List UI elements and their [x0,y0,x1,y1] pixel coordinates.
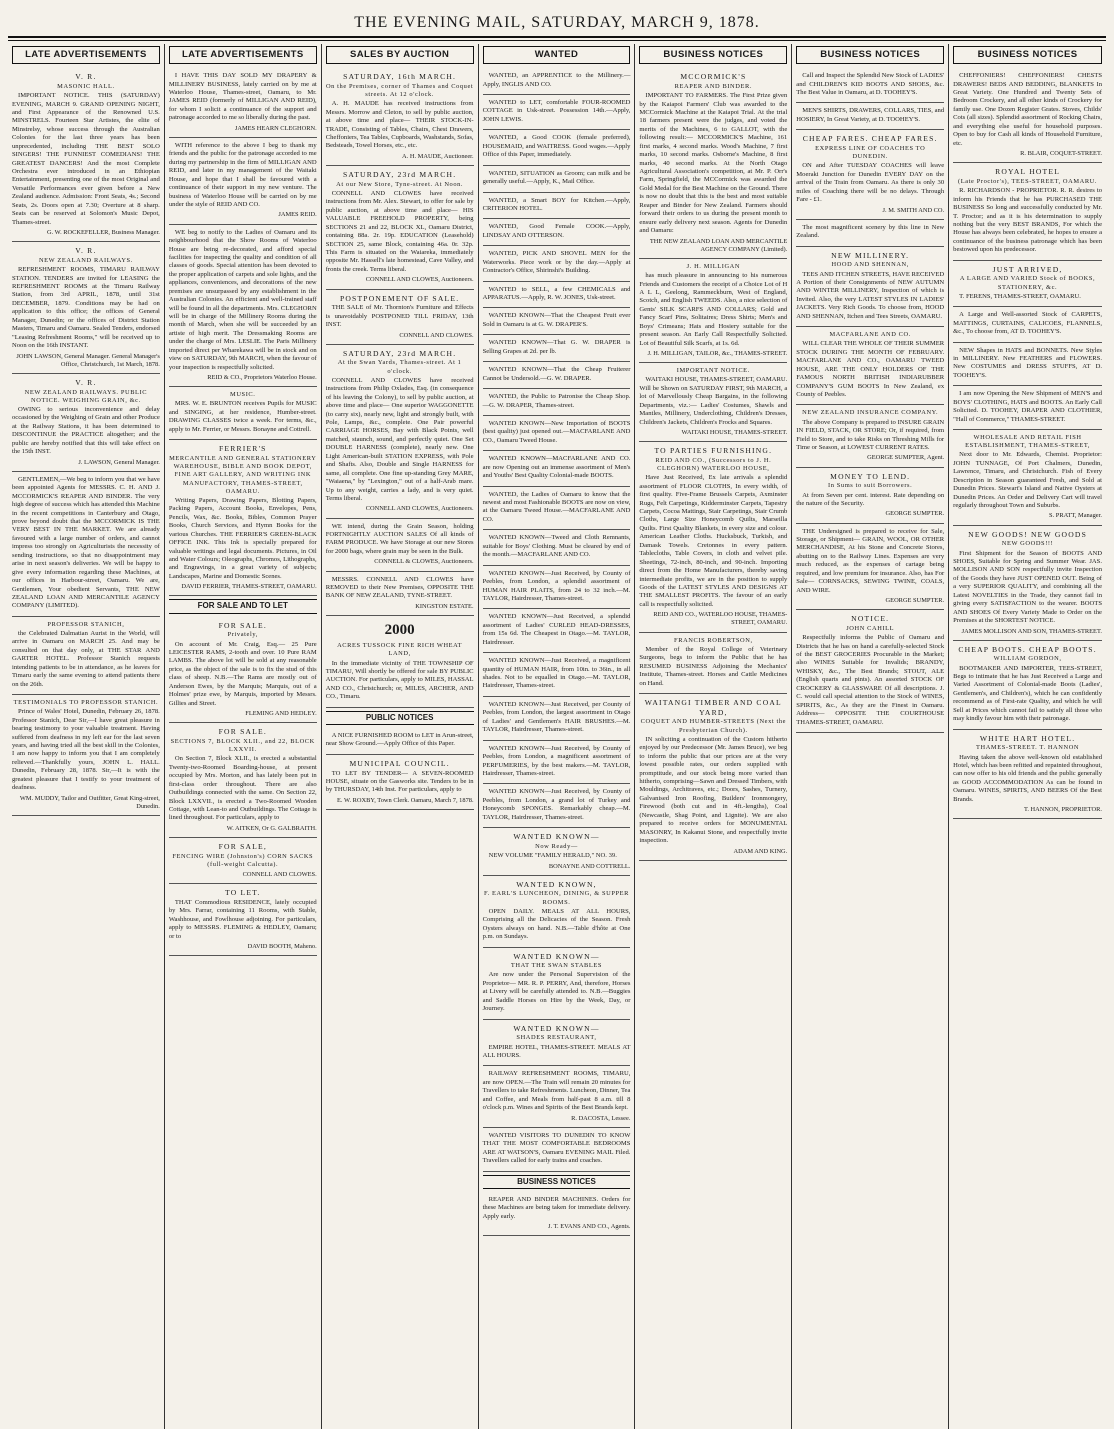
ad-body: Writing Papers, Drawing Papers, Blotting Papers, Packing Papers, Account Books, Envelopes, Pens, Pencils, Wax, &c. Books, Bibles, Common Prayer Books, Church Services, and Hymn Books for the various Churches. THE FERRIER'S GREEN-BLACK OFFICE INK. This Ink is specially prepared for valuable writings and legal documents. Pictures, in Oil and Water Colours; Oleographs, Chromos, Lithographs, and Engravings, in a great variety of subjects; Landscapes, Marine and Domestic Scenes. [168,496,317,580]
ad-signature: CONNELL & CLOWES, Auctioneers. [374,558,474,566]
ad-body: At from Seven per cent. interest. Rate depending on the nature of the Security. [796,491,945,507]
ad-signature: J. LAWSON, General Manager. [78,458,160,466]
ad-signature: CONNELL AND CLOWES, Auctioneers. [365,276,474,284]
ad-body: Prince of Wales' Hotel, Dunedin, February 26, 1878. Professor Stanich, Dear Sir,—I have great pleasure in bearing testimony to your valuable treatment. Having suffered from deafness in my left ear for the last seven years, and having tried all the best skill in the Colonies, I am now happy to inform you that I am completely relieved.—Thankfully yours, JOHN L. HALL. Dunedin, February 28, 1878. Sir,—It is with the greatest pleasure that I testify to your treatment of deafness. [12,708,160,792]
ad-subtitle: On the Premises, corner of Thames and Coquet streets. At 12 o'clock. [325,82,474,99]
advertisement [169,884,317,956]
ad-signature: T. HANNON, PROPRIETOR. [1023,806,1102,814]
advertisement [483,1066,631,1127]
advertisement [953,526,1102,641]
ad-signature: JAMES REID. [278,211,317,219]
advertisement [326,572,474,617]
advertisement [483,282,631,309]
advertisement [796,468,944,524]
advertisement [483,308,631,335]
ad-title: TO PARTIES FURNISHING. [654,446,773,456]
ad-title: CHEAP FARES. CHEAP FARES. [802,134,938,144]
masthead-title: THE EVENING MAIL, SATURDAY, MARCH 9, 1878. [354,14,760,31]
ad-body: WANTED KNOWN—Tweed and Cloth Remnants, suitable for Boys' Clothing. Must be cleared by end of the month.—MACFARLANE AND CO. [482,534,631,559]
advertisement [12,242,160,374]
advertisement [796,103,944,130]
column-3 [322,44,479,1429]
advertisement [483,68,631,95]
advertisement [953,641,1102,730]
ad-signature: G. W. ROCKEFELLER, Business Manager. [46,229,160,237]
ad-signature: A. H. MAUDE, Auctioneer. [402,152,474,160]
ad-signature: JAMES HEARN CLEGHORN. [234,124,317,132]
ad-body: CONNELL AND CLOWES have received instructions from Philip Oxlades, Esq. (in consequence of his leaving the Colony), to sell by public auction, at above time and place— One superior WAGGONETTE (to carry six), nearly new, light and strongly built, with Pole, Lamps, &c., complete. One Pair powerful CARRIAGE HORSES, Bay with Black Points, well matched, staunch, sound, and perfectly quiet. One Set DOUBLE HARNESS (complete), nearly new. One Light American-built STATION EXPRESS, with Pole and Shafts. Also, Double and Single HARNESS for same, all complete. One fine up-standing Grey MARE, "Waiaena," by "Lexington," out of a half-Arab mare. Up to any weight, carries a lady, and is very quiet. Terms liberal. [325,376,474,502]
ad-subtitle: (Late Proctor's), TEES-STREET, OAMARU. [958,178,1098,185]
ad-title: WANTED KNOWN, [516,879,597,889]
ad-body: OWING to serious inconvenience and delay occasioned by the Weighing of Grain and other Produce at the Railway Stations, it has been determined to DISCONTINUE the PRACTICE altogether; and the public are hereby notified that this will take effect on the 15th INST. [12,406,160,456]
ad-signature: S. PRATT, Manager. [1049,512,1102,520]
ad-title: TO LET. [225,888,261,898]
ad-subtitle: PROFESSOR STANICH, [47,620,125,628]
ad-body: THE SALE of Mr. Thornton's Furniture and Effects is unavoidably POSTPONED TILL FRIDAY, 13th INST. [325,304,474,329]
ad-subtitle: WHOLESALE AND RETAIL FISH ESTABLISHMENT, THAMES-STREET, [965,434,1091,450]
advertisement [483,741,631,785]
advertisement [326,519,474,572]
section-heading: BUSINESS NOTICES [483,1175,631,1189]
ad-body: T. FERENS, THAMES-STREET, OAMARU. [959,292,1081,300]
ad-body: IMPORTANT NOTICE. THIS (SATURDAY) EVENING, MARCH 9. GRAND OPENING NIGHT, and First Appearance of the Renowned U.S. MINSTRELS. Fourteen Star Artistes, the elite of Minstrelsy, whose success through the Australian Colonies for the last three years has been unprecedented, including THE BEST SOLO SINGERS! THE FUNNIEST COMEDIANS! THE GREATEST DANCERS! And the most Complete Orchestra ever introduced in an Ethiopian Entertainment, presenting one of the most Original and Versatile Performances ever given before a New Zealand audience. Admission: Front Seats, 4s.; Second Seats, 2s. Doors open at 7.30; Overture at 8 sharp. Seats can be reserved at Solomon's Music Depot, Thames-street. [12,92,160,226]
column-6 [792,44,949,1429]
section-heading: PUBLIC NOTICES [326,711,474,725]
ad-subtitle: NEW ZEALAND RAILWAYS. [38,256,133,264]
ad-subtitle: At the Swan Yards, Thames-street. At 1 o'clock. [337,359,462,375]
ad-title: JUST ARRIVED, [992,264,1063,274]
ad-signature: BONAYNE AND COTTRELL. [548,862,631,870]
advertisement [639,68,787,259]
advertisement [326,728,474,755]
ad-body: WANTED KNOWN—Just Received, per County of Peebles, from London, the largest assortment in Otago of Ladies' and Gentlemen's HAIR BRUSHES.—M. TAYLOR, Hairdresser, Thames-street. [482,700,631,734]
ad-body: REFRESHMENT ROOMS, TIMARU RAILWAY STATION. TENDERS are invited for LEASING the REFRESHMENT ROOMS at the Timaru Railway Station, from 3rd APRIL, 1878, until 31st DECEMBER, 1879. Conditions may be had on application to this office; the offices of General Manager, Dunedin; or the offices of District Station Masters, Timaru and Oamaru. Sealed Tenders, endorsed "Leasing Refreshment Rooms," will be received up to Noon on the 16th INSTANT. [12,266,160,350]
ad-title: SATURDAY, 16th MARCH. [343,72,457,82]
column-heading: BUSINESS NOTICES [639,46,787,64]
ad-body: On Section 7, Block XLII., is erected a substantial Twenty-two-Roomed Boarding-house, at present occupied by Mrs. Morton, and has lately been put in first-class order throughout. There are also Outbuildings connected with the same. On Section 22, Block LXXVII., is erected a Two-Roomed Wooden Cottage, with Lean-to and Outbuildings. The Cottage is lined throughout. For particulars, apply to [168,755,317,822]
ad-subtitle: NEW GOODS!!! [1001,540,1054,548]
advertisement [326,345,474,519]
advertisement [483,828,631,876]
advertisement [796,327,944,405]
advertisement [483,948,631,1020]
ad-body: WE beg to notify to the Ladies of Oamaru and its neighbourhood that the Show Rooms of Waterloo House are being re-decorated, and afford special facilities for inspecting the quality and condition of all classes of goods. Special attention has been devoted to the proper application of carpets and sole lights, and the appliances, conveniences, and decorations of the new premises are unsurpassed by any establishment in the Australian Colonies. An efficient and well-trained staff will be found in all the departments. Mrs. CLEGHORN will be in charge of the Millinery Rooms during the month of March, when she will be succeeded by an artiste of high merit. The Dressmaking Rooms are under the charge of Mrs. LESLIE. The Paris Millinery imported direct per Wharekawa will be in stock and on view on SATURDAY, 9th MARCH, when the favour of your inspection is respectfully solicited. [168,228,317,371]
ad-body: WANTED KNOWN—Just Received, a magnificent quantity of HUMAN HAIR, from 10in. to 36in., in all shades. Not to be equalled in Otago.—M. TAYLOR, Hairdresser, Thames-street. [482,657,631,690]
advertisement [169,617,317,724]
ad-title: WANTED KNOWN— [513,1023,600,1033]
ad-subtitle: At our New Store, Tyne-street. At Noon. [336,180,464,188]
ad-subtitle: MASONIC HALL. [57,82,115,90]
advertisement [169,838,317,884]
advertisement [483,697,631,741]
advertisement [483,653,631,697]
ad-signature: R. BLAIR, COQUET-STREET. [1020,150,1102,158]
ad-body: WANTED KNOWN—Just Received, by County of Peebles, from London, a splendid assortment of HUMAN HAIR PLAITS, from 24 to 32 inch.—M. TAYLOR, Hairdresser, Thames-street. [482,569,631,602]
advertisement [483,609,631,653]
ad-body: In the immediate vicinity of THE TOWNSHIP OF TIMARU, Will shortly be offered for sale BY PUBLIC AUCTION. For particulars, apply to MILES, HASSAL AND CO., Christchurch; or, MILES, ARCHER, AND CO., Timaru. [325,659,474,701]
advertisement [483,566,631,610]
advertisement [639,363,787,442]
ad-signature: JAMES MOLLISON AND SON, THAMES-STREET. [961,627,1102,635]
ad-subtitle: JOHN CAHILL [846,624,895,632]
ad-title: WANTED KNOWN— [513,832,600,842]
ad-title: V. R. [75,72,97,82]
ad-signature: CONNELL AND CLOWES. [242,871,317,879]
advertisement [953,163,1102,260]
ad-body: WANTED, a Smart BOY for Kitchen.—Apply, CRITERION HOTEL. [482,196,631,212]
column-1 [8,44,165,1429]
ad-body: NEW Shapes in HATS and BONNETS. New Styles in MILLINERY. New FEATHERS and FLOWERS. New COSTUMES and DRESS STUFFS, AT D. TOOHEY'S. [953,346,1102,379]
ad-body: WANTED KNOWN—Just Received, by County of Peebles, from London, a grand lot of Turkey and Honeycomb SPONGES. Remarkably cheap.—M. TAYLOR, Hairdresser, Thames-street. [482,788,631,821]
advertisement [12,617,160,695]
advertisement [639,442,787,632]
ad-signature: R. DACOSTA, Lessee. [571,1114,631,1122]
ad-subtitle: Now Ready— [535,842,578,850]
ad-subtitle: FRANCIS ROBERTSON, [674,636,753,644]
ad-body: NEW VOLUME "FAMILY HERALD," NO. 39. [488,852,617,860]
ad-subtitle: MUSIC. [230,391,256,399]
ad-body: IMPORTANT TO FARMERS. The First Prize given by the Kaiapoi Farmers' Club was awarded to the MCCormick Machine at the Kaiapoi Trial. At the trial 18 farmers present were the judges, and voted the merits of the Machines, 6 to GALLOT, with the following result:— MCCORMICK'S Machine, 161 first marks, 4 second marks. Wood's Machine, 7 first marks, 10 second marks. Osborne's Machine, 8 first marks, 40 second marks. At the North Otago Agricultural Association's competition, at Mr. P. Orr's Farm, Springfield, the MCCormick was awarded the Gold Medal for the Best Machine on the Ground. There is now no doubt that this is the best and most suitable Reaper and Binder for New Zealand. Farmers should forward their orders to us during the present month to ensure early delivery next season. Agents for Dunedin and Oamaru: [639,92,788,235]
advertisement [483,530,631,565]
advertisement [12,695,160,816]
advertisement [483,784,631,828]
advertisement [169,723,317,838]
masthead-rule [8,36,1106,38]
ad-signature: DAVID FERRIER, THAMES-STREET, OAMARU. [181,583,317,591]
ad-body: I am now Opening the New Shipment of MEN'S and BOYS' CLOTHING, HATS and BOOTS. An Early Call Solicited. D. TOOHEY, DRAPER AND CLOTHIER, "Hall of Commerce," THAMES-STREET. [953,390,1102,423]
ad-title: NEW GOODS! NEW GOODS [968,529,1087,539]
ad-subtitle: REID AND CO., (Successors to J. H. CLEGHORN) WATERLOO HOUSE, [655,456,772,473]
column-heading: LATE ADVERTISEMENTS [169,46,317,64]
ad-title: SATURDAY, 23rd MARCH. [342,348,457,358]
ad-subtitle: NEW ZEALAND RAILWAYS. PUBLIC NOTICE. WEIGHING GRAIN, &c. [24,388,148,404]
ad-subtitle: NEW ZEALAND INSURANCE COMPANY. [802,409,939,417]
ad-signature: JOHN LAWSON, General Manager. General Manager's Office, Christchurch, 1st March, 1878. [16,352,160,368]
ad-title: SATURDAY, 23rd MARCH. [342,170,457,180]
ad-body: THE Undersigned is prepared to receive for Sale, Storage, or Shipment— GRAIN, WOOL, OR OTHER MERCHANDISE, At his Stone and Concrete Stores, abutting on to the Railway Lines. Expenses are very much reduced, as the expenses of cartage being required, and low premium for insurance. Also, has For Sale— CORNSACKS, SEWING TWINE, COALS, AND WIRE. [796,527,945,594]
advertisement [169,387,317,440]
advertisement [953,386,1102,430]
ad-body: Member of the Royal College of Veterinary Surgeons, begs to inform the Public that he has RESUMED BUSINESS Adjoining the Mechanics' Institute, Thames-street. Horses and Cattle Medicines on Hand. [639,645,788,687]
advertisement [953,261,1102,308]
ad-body: ON and After TUESDAY COACHES will leave Moeraki Junction for Dunedin EVERY DAY on the arrival of the Train from Oamaru. As there is only 30 miles of Coaching there will be no delays. Through Fare - £1. [796,162,945,204]
ad-body: EMPIRE HOTEL, THAMES-STREET. MEALS AT ALL HOURS. [482,1043,631,1059]
ad-title: V. R. [75,246,97,256]
advertisement [12,68,160,242]
ad-subtitle: THAMES-STREET. T. HANNON [975,744,1080,752]
ad-body: On account of Mr. Craig, Esq.— 25 Pure LEICESTER RAMS, 2-tooth and over. 10 Pure RAM LAMBS. The above lot will be sold at any reasonable price, as the object of the sale is to fix the stud of this class of sheep. N.B.—The Rams are mostly out of Anderson Ewes, by the Marquis; Marquis, out of a Holmes' prize ewe, by Marquis, imported by Messrs. Gillies and Street. [168,640,317,707]
ad-subtitle: TESTIMONIALS TO PROFESSOR STANICH. [13,699,159,707]
column-2 [165,44,322,1429]
ad-body: BOOTMAKER AND IMPORTER, TEES-STREET, Begs to intimate that he has Just Received a Large and Varied Assortment of Colonial-made Boots (Ladies', Gentlemen's, and Children's), which he can confidently recommend as of First-rate Quality, and which he will Sell at Prices which cannot fail to satisfy all those who may kindly favour him with their patronage. [953,664,1102,723]
ad-body: WITH reference to the above I beg to thank my friends and the public for the patronage accorded to me during my partnership in the firm of MILLIGAN AND REID, and later in my management of the Waitaki House, and hope that I shall be favoured with a continuance of their support in my new venture. The business of Waterloo House will be carried on by me under the style of REID AND CO. [168,141,317,209]
advertisement [639,259,787,363]
advertisement [953,730,1102,820]
advertisement [796,524,944,611]
ad-signature: WAITAKI HOUSE, THAMES-STREET. [681,429,788,436]
ad-body: CONNELL AND CLOWES have received instructions from Mr. Alex. Stewart, to offer for sale by public auction, at above time and place— HIS VALUABLE FREEHOLD PROPERTY, being SECTIONS 21 and 22, BLOCK XL, Oamaru District, containing 88a. 2r. 19p. EDUCATION (Leasehold) SECTION 25, same Block, containing 46a. 0r. 32p. This Farm is situated on the Waiareka, immediately opposite Mr. Hassell's late homestead, Cave Valley, and fronts the creek. Terms liberal. [325,189,474,273]
ad-body: WILL CLEAR THE WHOLE OF THEIR SUMMER STOCK DURING THE MONTH OF FEBRUARY. MACFARLANE AND CO., OAMARU TWEED HOUSE, ARE THE ONLY HOLDERS OF THE FAMOUS NORTH BRITISH INDIARUBBER COMPANY'S GUM BOOTS In New Zealand, ex County of Peebles. [796,340,945,399]
ad-title: FOR SALE. [218,620,267,630]
ad-body: Are now under the Personal Supervision of the Proprietor— MR. R. P. PERRY, And, therefore, Horses at Livery will be carefully attended to. N.B.—Buggies and Saddle Horses on Hire by the Week, Day, or Journey. [482,971,631,1013]
ad-title: CHEAP BOOTS. CHEAP BOOTS. [958,644,1097,654]
column-heading: BUSINESS NOTICES [953,46,1102,64]
ad-subtitle: Privately, [227,631,258,639]
ad-body: WANTED KNOWN—That G. W. DRAPER is Selling Grapes at 2d. per lb. [482,339,631,355]
ad-subtitle: HOOD AND SHENNAN, [831,261,909,269]
ad-signature: ADAM AND KING. [733,847,788,855]
ad-body: THAT Commodious RESIDENCE, lately occupied by Mrs. Farrar, containing 11 Rooms, with Stable, Washhouse, and Fowlhouse adjoining. For particulars, apply to MESSRS. FLEMING & HEDLEY, Oamaru; or to [168,899,317,940]
ad-title: ROYAL HOTEL [995,167,1061,177]
ad-signature: GEORGE SUMPTER. [885,510,945,518]
ad-body: WANTED, PICK AND SHOVEL MEN for the Waterworks. Piece work or by the day.—Apply at Contractor's Office, Shirinshi's Building. [482,250,631,275]
ad-subtitle: EXPRESS LINE OF COACHES TO DUNEDIN. [815,145,926,161]
ad-body: RAILWAY REFRESHMENT ROOMS, TIMARU, are now OPEN.—The Train will remain 20 minutes for Travellers to take Refreshments. Luncheon, Dinner, Tea and Coffee, and Meals from half-past 8 a.m. till 8 o'clock p.m. Wines and Spirits of the Best Brands kept. [482,1070,631,1112]
advertisement [483,416,631,451]
ad-body: REAPER AND BINDER MACHINES. Orders for these Machines are being taken for immediate delivery. Apply early. [482,1195,631,1220]
ad-signature: E. W. ROXBY, Town Clerk. Oamaru, March 7, 1878. [337,796,474,804]
ad-body: The above Company is prepared to INSURE GRAIN IN FIELD, STACK, OR STORE; Or, if required, from Field to Store, and to take Risks on Threshing Mills for Time or Season, at LOWEST CURRENT RATES. [796,418,945,451]
ad-body: MEN'S SHIRTS, DRAWERS, COLLARS, TIES, and HOSIERY, In Great Variety, at D. TOOHEY'S. [796,107,945,123]
ad-body: Having taken the above well-known old established Hotel, which has been refitted and repainted throughout, can now offer to his old friends and the public generally as GOOD ACCOMMODATION As can be found in Oamaru. WINES, SPIRITS, AND BEERS Of the Best Brands. [953,753,1103,803]
ad-body: WANTED, the Ladies of Oamaru to know that the newest and most Fashionable BOOTS are now on view, at the Oamaru Tweed House.—MACFARLANE AND CO. [482,490,631,523]
ad-body: WAITAKI HOUSE, THAMES-STREET, OAMARU. Will be Shown on SATURDAY FIRST, 9th MARCH, a lot of Marvellously Cheap Bargains, in the following Departments, viz.:— Ladies' Costumes, Shawls and Mantles, Millinery, Underclothing, Children's Dresses, Children's Jackets, Children's Frocks and Squares. [639,376,788,426]
ad-signature: J. T. EVANS AND CO., Agents. [548,1223,631,1231]
ad-body: The most magnificent scenery by this line in New Zealand. [796,223,945,240]
ad-body: I HAVE THIS DAY SOLD MY DRAPERY & MILLINERY BUSINESS, lately carried on by me at Waterloo House, Thames-street, Oamaru, to Mr. JAMES REID (formerly of MILLIGAN AND REID), for whom I solicit a continuance of the support and patronage accorded to me so liberally during the past. [168,72,317,122]
advertisement [483,193,631,220]
advertisement [483,130,631,165]
advertisement [483,451,631,486]
ad-subtitle: SHADES RESTAURANT, [516,1034,597,1042]
ad-subtitle: WILLIAM GORDON, [993,655,1062,663]
ad-body: WANTED, a Good COOK (female preferred), HOUSEMAID, and WAITRESS. Good wages.—Apply Office of this Paper, immediately. [482,134,631,159]
ad-signature: REID & CO., Proprietors Waterloo House. [207,374,317,382]
ad-title: V. R. [75,377,97,387]
ad-signature: DAVID BOOTH, Maheno. [247,943,317,951]
advertisement [483,246,631,281]
advertisement [483,166,631,193]
ad-body: WANTED KNOWN—That the Cheap Fruiterer Cannot be Undersold.—G. W. DRAPER. [482,366,631,382]
ad-subtitle: FENCING WIRE (Johnston's) CORN SACKS (full-weight Calcutta). [172,852,314,868]
ad-title: POSTPONEMENT OF SALE. [339,293,460,303]
ad-body: MRS. W. E. BRUNTON receives Pupils for MUSIC and SINGING, at her residence, Humber-street. DRAWING CLASSES twice a week. For terms, &c., apply to Mr. Ferrier, or Messrs. Bonayne and Cottrell. [168,400,317,433]
advertisement [639,633,787,694]
ad-title: FOR SALE. [218,727,267,737]
advertisement [639,694,787,861]
ad-subtitle: A LARGE AND VARIED Stock of BOOKS, STATIONERY, &c. [959,275,1096,291]
columns-container [8,44,1106,1429]
ad-title: MUNICIPAL COUNCIL. [349,758,450,768]
ad-signature: FLEMING AND HEDLEY. [245,710,317,718]
ad-body: Next door to Mr. Edwards, Chemist. Proprietor: JOHN TUNNAGE, Of Port Chalmers, Dunedin, Lawrence, Timaru, and Christchurch. Fish of Every Description in Season guaranteed Fresh, and Sold at Dunedin Prices. Stewart's Island and Native Oysters at Dunedin Prices. An Order and Delivery Cart will travel regularly throughout Town and Suburbs. [953,451,1102,510]
ad-body: Respectfully informs the Public of Oamaru and Districts that he has on hand a carefully-selected Stock of the BEST GROCERIES Procurable in the Market; also WINES Suitable for Invalids; BRANDY, WHISKY, &c., The Best Brands; STOUT, ALE (English quarts and pints). An assorted STOCK OF CROCKERY & GLASSWARE Of all descriptions. J. C. would call special attention to the Stock of WINES, SPIRITS, &c., As they are the Finest in Oamaru. Address— OPPOSITE THE COURTHOUSE THAMES-STREET, OAMARU. [796,634,945,726]
ad-title: NEW MILLINERY. [831,250,910,260]
ad-title: 2000 [384,622,415,639]
column-heading: SALES BY AUCTION [326,46,474,64]
ad-body: Call and Inspect the Splendid New Stock of LADIES' and CHILDREN'S KID BOOTS AND SHOES, &c. The Best Value in Oamaru, at D. TOOHEY'S. [796,72,945,97]
advertisement [326,755,474,810]
ad-body: MESSRS. CONNELL AND CLOWES have REMOVED to their New Premises, OPPOSITE THE BANK OF NEW ZEALAND, TYNE-STREET. [325,575,474,600]
ad-title: WANTED KNOWN— [513,951,600,961]
column-heading: LATE ADVERTISEMENTS [12,46,160,64]
ad-signature: REID AND CO., WATERLOO HOUSE, THAMES-STREET, OAMARU. [653,611,788,627]
advertisement [953,343,1102,387]
ad-body: WANTED KNOWN—That the Cheapest Fruit ever Sold in Oamaru is at G. W. DRAPER'S. [482,312,631,328]
ad-signature: GEORGE SUMPTER. [885,597,945,605]
advertisement [169,440,317,596]
advertisement [796,610,944,733]
ad-subtitle: F. EARL'S LUNCHEON, DINING, & SUPPER ROOMS. [483,890,630,906]
advertisement [483,1192,631,1237]
advertisement [326,166,474,289]
ad-body: WANTED VISITORS TO DUNEDIN TO KNOW THAT THE MOST COMFORTABLE BEDROOMS ARE AT WATSON'S, Oamaru EVENING MAIL Filed. Travellers called for early trains and coaches. [482,1131,631,1165]
ad-body: WE intend, during the Grain Season, holding FORTNIGHTLY AUCTION SALES Of all kinds of FARM PRODUCE. We have Storage at our new Stores for 2000 bags, where grain may be seen in the Bulk. [325,522,474,555]
ad-body: WANTED to LET, comfortable FOUR-ROOMED COTTAGE in Usk-street. Possession 14th.—Apply, JOHN LEWIS. [482,99,631,123]
advertisement [169,225,317,388]
ad-body: First Shipment for the Season of BOOTS AND SHOES, Suitable for Spring and Summer Wear. JAS. MOLLISON AND SON respectfully invite Inspection of the Goods they have JUST OPENED OUT. Being of a very SUPERIOR QUALITY, and combining all the Latest NOVELTIES in the Trade, they cannot fail in giving every SATISFACTION to the wearer. BOOTS AND SHOES Of Every Variety Made to Order on the Premises at the SHORTEST NOTICE. [953,549,1102,625]
column-5 [635,44,792,1429]
advertisement [796,247,944,328]
ad-title: FOR SALE, [218,842,267,852]
ad-subtitle: THAT THE SWAN STABLES [510,962,603,970]
ad-subtitle: MERCANTILE AND GENERAL STATIONERY WAREHOUSE, BIBLE AND BOOK DEPOT, FINE ART GALLERY, AND WRITING INK MANUFACTORY, THAMES-STREET, OAMARU. [169,454,317,495]
masthead-rule-thin [8,40,1106,41]
advertisement [483,1128,631,1172]
ad-signature: THE NEW ZEALAND LOAN AND MERCANTILE AGENCY COMPANY (Limited). [649,237,788,253]
ad-signature: CONNELL AND CLOWES. [399,331,474,339]
ad-body: WANTED KNOWN—MACFARLANE AND CO. are now Opening out an immense assortment of Men's and Youths' Best Quality Colonial-made BOOTS. [482,455,631,480]
advertisement [326,616,474,708]
ad-body: Have Just Received, Ex late arrivals a splendid assortment of FLOOR CLOTHS, In every width, of first quality. Five-Frame Brussels Carpets, Axminster Rugs, Felt Carpetings, Kidderminster Carpets, Tapestry Carpets, Cocoa Mattings, Stair Carpetings, Stair Crumb Cloths, Large Size Honeycomb Quilts, Marseilla Quilts. First Quality Blankets, in every size and colour. American Leather Cloths. Hucksbuck, Turkish, and Damask Towels. Cretonnes in every pattern. Tablecloths, Table Covers, in cloth and velvet pile. Sheetings, 72-inch, 80-inch, and 90-inch. Importing direct from the Home Manufacturers, thereby saving intermediate profits, we are in the position to supply Goods of the LATEST STYLES AND DESIGNS AT THE SMALLEST PROFITS. The favour of an early call is respectfully solicited. [639,474,788,608]
advertisement [483,219,631,246]
ad-subtitle: MACFARLANE AND CO. [829,331,911,339]
advertisement [796,220,944,247]
ad-signature: J. H. MILLIGAN, TAILOR, &c., THAMES-STREET. [647,350,788,357]
advertisement [953,307,1102,342]
ad-body: WANTED KNOWN—New Importation of BOOTS (best quality) just opened out.—MACFARLANE AND CO., Oamaru Tweed House. [482,419,631,444]
ad-signature: W. AITKEN, Or G. GALBRAITH. [226,824,317,832]
advertisement [169,138,317,225]
ad-body: CHEFFONIERS! CHEFFONIERS! CHESTS DRAWERS! BEDS AND BEDDING, BLANKETS In Great Variety. One Hundred and Twenty Sets of Bedroom Crockery, and all other kinds of Crockery for family use. One Dozen Register Grates. Stoves, Childs' Cots (all sizes). Splendid assortment of Rocking Chairs, and everything else useful for household purposes. Open to buy for Cash all kinds of Household Furniture, etc. [953,72,1102,147]
ad-body: GENTLEMEN,—We beg to inform you that we have been appointed Agents for MESSRS. C. H. AND J. MCCORMICK'S REAPER AND BINDER. The very high degree of success which has attended this Machine in the recent competitions in Canterbury and Otago, prove beyond doubt that the MCCORMICK IS THE VERY BEST IN THE MARKET. We are already favoured with a large number of orders, and cannot impress too strongly on Agriculturists the necessity of sending instructions, so that no disappointment may arise in next season's deliveries. We will be happy to give every information regarding these Machines, at our offices in Harbour-street, Oamaru. We are, Gentlemen, Your obedient Servants, THE NEW ZEALAND LOAN AND MERCANTILE AGENCY COMPANY (LIMITED). [12,475,160,610]
ad-body: OPEN DAILY. MEALS AT ALL HOURS, Comprising all the Delicacies of the Season. Fresh Oysters always on hand. N.B.—Table d'hôte at One p.m. on Sundays. [482,907,631,941]
ad-body: WANTED, SITUATION as Groom; can milk and be generally useful.—Apply, K., Mail Office. [482,169,631,186]
ad-body: TO LET BY TENDER— A SEVEN-ROOMED HOUSE, situate on the Gasworks site. Tenders to be in by THURSDAY, 14th Inst. For particulars, apply to [325,769,474,794]
ad-body: the Celebrated Dalmatian Aurist in the World, will arrive in Oamaru on MARCH 25. And may be consulted on that day only, at THE STAR AND GARTER HOTEL. Professor Stanich requests intending patients to be in attendance, as he leaves for Timaru early the same evening to attend patients there on the 26th. [12,630,160,688]
advertisement [169,68,317,138]
ad-body: IN soliciting a continuation of the Custom hitherto enjoyed by our Predecessor (Mr. James Bruce), we beg to inform the public that our prices are at the very lowest possible rates, our orders supplied with promptitude, and our stock being more varied than hitherto, comprising—Sawn and Dressed Timbers, with Mouldings, Architraves, etc.; Doors, Sashes, Turnery, Galvanised Iron Roofing, Builders' Ironmongery, Firewood (both cut and in 4ft.-lengths), Coal (Newcastle, Shag Point, and Lignite). We are also prepared to receive orders for MONUMENTAL MASONRY, In Kakanui Stone, and respectfully invite inspection. [639,735,788,845]
advertisement [953,430,1102,526]
ad-subtitle: REAPER AND BINDER. [674,82,753,90]
ad-title: FERRIER'S [218,444,267,454]
ad-signature: KINGSTON ESTATE. [415,602,474,610]
column-heading: WANTED [483,46,631,64]
column-4 [479,44,636,1429]
advertisement [796,405,944,467]
advertisement [326,68,474,166]
ad-body: A Large and Well-assorted Stock of CARPETS, MATTINGS, CURTAINS, CALICOES, FLANNELS, &c., To choose from, AT D. TOOHEY'S. [953,311,1102,336]
ad-subtitle: J. H. MILLIGAN [686,262,741,270]
ad-signature: J. M. SMITH AND CO. [882,206,945,214]
advertisement [483,876,631,948]
ad-subtitle: ACRES TUSSOCK FINE RICH WHEAT LAND, [337,642,463,658]
ad-body: WANTED KNOWN—Just Received, by County of Peebles, from London, a magnificent assortment of PERFUMERIES, by the best makers.—M. TAYLOR, Hairdresser, Thames-street. [482,744,631,777]
ad-title: WAITANGI TIMBER AND COAL YARD, [644,698,782,717]
ad-subtitle: COQUET AND HUMBER-STREETS (Next the Presbyterian Church). [640,718,787,734]
ad-body: A NICE FURNISHED ROOM to LET in Arun-street, near Show Ground.—Apply Office of this Paper. [325,732,474,748]
ad-title: MCCORMICK'S [680,72,747,82]
advertisement [12,374,160,472]
ad-body: TEES AND ITCHEN STREETS, HAVE RECEIVED A Portion of their Consignments of NEW AUTUMN AND WINTER MILLINERY, Inspection of which is Invited. Also, the very LATEST STYLES IN LADIES' JACKETS. Very Rich Goods. To choose from, HOOD AND SHENNAN, Itchen and Tees Streets, OAMARU. [796,270,945,320]
ad-body: has much pleasure in announcing to his numerous Friends and Customers the receipt of a Choice Lot of H A L L, Geelong, Rammeckburn, West of England, Scotch, and English TWEEDS. Also, a nice selection of Gents' SILK SCARFS AND COLLARS; Gold and Fancy Scarf Pins, Solitaires; Dress Shirts; Men's and Boys' Crimeans; Hats and Hosiery suitable for the present season. An Early Call Respectfully Solicited. Lot of Beautiful Silk Scarfs, at 1s. 6d. [639,272,788,347]
column-7 [949,44,1106,1429]
ad-subtitle: In Sums to suit Borrowers. [828,482,913,490]
advertisement [796,130,944,219]
ad-body: R. RICHARDSON - PROPRIETOR. R. R. desires to inform his Friends that he has PURCHASED THE BUSINESS So long and successfully conducted by Mr. T. Proctor; and as it is his determination to supply nothing but the very BEST BRANDS, For which the House has always been celebrated, he hopes to ensure a continuance of the business patronage which has been bestowed upon his predecessor. [953,187,1102,254]
ad-body: WANTED KNOWN—Just Received, a splendid assortment of Ladies' CURLED HEAD-DRESSES, from 15s 6d. The Cheapest in Otago.—M. TAYLOR, Hairdresser. [482,613,631,646]
ad-title: NOTICE. [851,614,890,624]
ad-title: WHITE HART HOTEL. [979,733,1076,743]
ad-body: WANTED, an APPRENTICE to the Millinery.—Apply, INGLIS AND CO. [482,72,631,88]
advertisement [483,95,631,130]
ad-subtitle: IMPORTANT NOTICE. [676,367,750,375]
advertisement [483,487,631,531]
ad-body: WANTED to SELL, a few CHEMICALS and APPARATUS.—Apply, R. W. JONES, Usk-street. [482,285,631,302]
ad-signature: GEORGE SUMPTER, Agent. [867,454,945,462]
advertisement [483,335,631,362]
advertisement [483,1020,631,1067]
ad-body: WANTED, the Public to Patronise the Cheap Shop.—G. W. DRAPER, Thames-street. [482,393,631,409]
ad-body: A. H. MAUDE has received instructions from Messrs. Morrow and Cleton, to sell by public auction, at above time and place— THEIR STOCK-IN-TRADE, Consisting of Tables, Chairs, Chest Drawers, Cheffoniers, Tea Tables, Cupboards, Washstands, Sofas, Bedsteads, Towel Horses, etc., etc. [325,100,474,150]
section-heading: FOR SALE AND TO LET [169,599,317,613]
ad-title: MONEY TO LEND. [830,471,911,481]
ad-body: WANTED, Good Female COOK.—Apply, LINDSAY AND OTTERSON. [482,223,631,239]
advertisement [483,389,631,416]
ad-signature: CONNELL AND CLOWES, Auctioneers. [365,505,474,513]
ad-subtitle: SECTIONS 7, BLOCK XLII., and 22, BLOCK LXXVII. [170,737,315,754]
ad-signature: WM. MUDDY, Tailor and Outfitter, Great King-street, Dunedin. [19,794,160,810]
advertisement [796,68,944,103]
advertisement [953,68,1102,163]
column-heading: BUSINESS NOTICES [796,46,944,64]
advertisement [483,362,631,389]
advertisement [12,472,160,617]
advertisement [326,290,474,345]
